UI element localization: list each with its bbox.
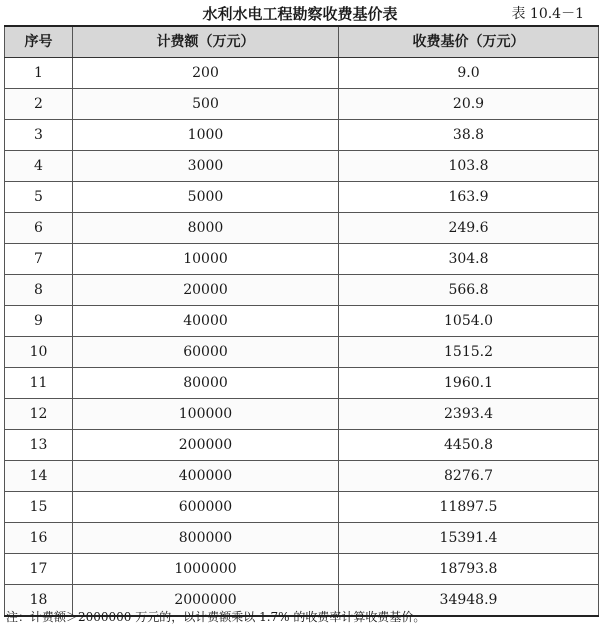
table-row [5,554,599,585]
cell-base-price: 566.8 [339,275,599,306]
cell-base-price: 1515.2 [339,337,599,368]
cell-base-price: 11897.5 [339,492,599,523]
cell-base-price: 1054.0 [339,306,599,337]
column-header-base-price: 收费基价（万元） [339,26,599,58]
cell-fee-amount: 100000 [73,399,339,430]
cell-base-price: 34948.9 [339,585,599,617]
cell-base-price: 304.8 [339,244,599,275]
table-row [5,275,599,306]
cell-index: 12 [5,399,73,430]
table-row [5,430,599,461]
cell-fee-amount: 200 [73,58,339,89]
cell-base-price: 2393.4 [339,399,599,430]
cell-base-price: 4450.8 [339,430,599,461]
cell-base-price: 20.9 [339,89,599,120]
cell-index: 17 [5,554,73,585]
fee-table [4,25,599,617]
table-row [5,306,599,337]
cell-base-price: 18793.8 [339,554,599,585]
cell-base-price: 38.8 [339,120,599,151]
cell-index: 18 [5,585,73,617]
cell-base-price: 103.8 [339,151,599,182]
cell-fee-amount: 8000 [73,213,339,244]
cell-index: 11 [5,368,73,399]
cell-index: 7 [5,244,73,275]
cell-fee-amount: 1000 [73,120,339,151]
cell-fee-amount: 400000 [73,461,339,492]
table-row [5,492,599,523]
cell-index: 9 [5,306,73,337]
cell-fee-amount: 80000 [73,368,339,399]
cell-index: 3 [5,120,73,151]
table-row [5,244,599,275]
cell-index: 2 [5,89,73,120]
table-row [5,523,599,554]
table-row [5,89,599,120]
cell-base-price: 1960.1 [339,368,599,399]
cell-fee-amount: 10000 [73,244,339,275]
cell-fee-amount: 3000 [73,151,339,182]
footnote: 注：计费额＞2000000 万元的，以计费额乘以 1.7% 的收费率计算收费基价。 [6,610,426,624]
column-header-fee-amount: 计费额（万元） [73,26,339,58]
table-row [5,337,599,368]
cell-fee-amount: 20000 [73,275,339,306]
table-number: 表 10.4－1 [511,6,584,22]
table-row [5,151,599,182]
table-row [5,120,599,151]
cell-index: 13 [5,430,73,461]
cell-index: 6 [5,213,73,244]
cell-base-price: 15391.4 [339,523,599,554]
cell-index: 1 [5,58,73,89]
cell-fee-amount: 500 [73,89,339,120]
cell-index: 15 [5,492,73,523]
table-row [5,213,599,244]
column-header-index: 序号 [5,26,73,58]
cell-base-price: 9.0 [339,58,599,89]
table-row [5,368,599,399]
cell-index: 16 [5,523,73,554]
cell-index: 10 [5,337,73,368]
cell-fee-amount: 800000 [73,523,339,554]
table-row [5,399,599,430]
cell-index: 8 [5,275,73,306]
table-row [5,461,599,492]
table-title: 水利水电工程勘察收费基价表 [202,5,398,23]
header-row [5,26,599,58]
cell-fee-amount: 2000000 [73,585,339,617]
cell-fee-amount: 5000 [73,182,339,213]
cell-fee-amount: 600000 [73,492,339,523]
cell-fee-amount: 60000 [73,337,339,368]
cell-fee-amount: 40000 [73,306,339,337]
cell-fee-amount: 200000 [73,430,339,461]
cell-base-price: 163.9 [339,182,599,213]
cell-index: 5 [5,182,73,213]
cell-fee-amount: 1000000 [73,554,339,585]
cell-index: 4 [5,151,73,182]
cell-base-price: 249.6 [339,213,599,244]
title-row [0,0,600,26]
cell-base-price: 8276.7 [339,461,599,492]
cell-index: 14 [5,461,73,492]
table-row [5,58,599,89]
table-row [5,182,599,213]
